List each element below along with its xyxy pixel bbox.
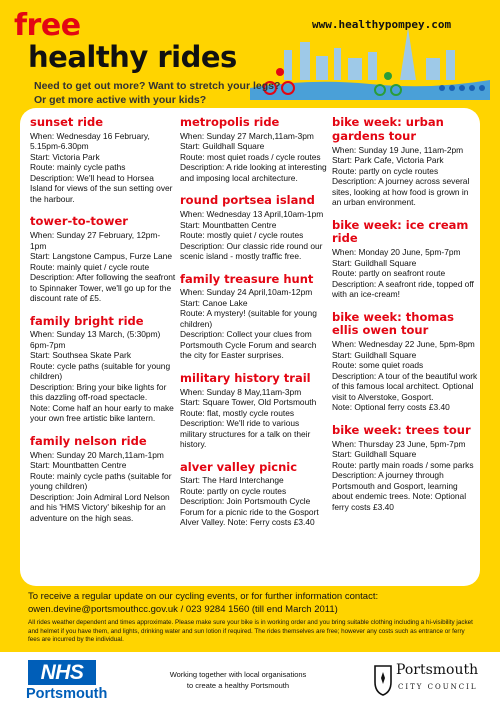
event-detail: Start: Guildhall Square [332, 257, 417, 268]
event-card [30, 435, 176, 523]
event-detail: Start: Victoria Park [30, 151, 100, 162]
event-detail: Description: A ride looking at interesting and imposing local architecture. [180, 162, 327, 183]
event-card [332, 424, 478, 512]
intro-line: Or get more active with your kids? [34, 93, 207, 106]
event-detail: Start: Langstone Campus, Furze Lane [30, 251, 172, 262]
event-detail: When: Wednesday 16 February, 5.15pm-6.30pm [30, 130, 150, 152]
event-detail: Start: Mountbatten Centre [180, 219, 277, 230]
event-detail: Description: Join Portsmouth Cycle Forum for a picnic ride to the Gosport Alver Valley. Note: Ferry costs £3.40 [180, 496, 319, 528]
event-detail: When: Sunday 24 April,10am-12pm [180, 287, 313, 298]
event-title: tower-to-tower [30, 214, 128, 229]
event-detail: When: Wednesday 22 June, 5pm-8pm [332, 339, 475, 350]
event-detail: Start: Canoe Lake [180, 297, 248, 308]
partnership-line: Working together with local organisations [169, 670, 307, 679]
contact-line: To receive a regular update on our cycling events, or for further information contact: [28, 591, 379, 602]
event-title: bike week: urban gardens tour [332, 115, 444, 143]
partnership-text [148, 670, 328, 691]
event-title: bike week: thomas ellis owen tour [332, 309, 454, 338]
event-title: metropolis ride [180, 115, 280, 129]
disclaimer: All rides weather dependent and times approximate. Please make sure your bike is in working order and you bring suitable clothing including a hi-visibility jacket and helmet if you have them, and lights, drinking water and sun lotion if required. The rides themselves are free; however any costs such as entrance or ferry fees are incurred by the individual. [28, 619, 473, 643]
event-title: alver valley picnic [180, 459, 298, 474]
event-detail: Start: The Hard Interchange [180, 475, 284, 486]
partnership-line: to create a healthy Portsmouth [186, 680, 290, 690]
event-card [30, 215, 176, 303]
event-title: sunset ride [30, 115, 104, 129]
intro-text [34, 80, 334, 107]
intro-line: Need to get out more? Want to stretch your legs? [34, 80, 281, 92]
event-detail: Description: Bring your bike lights for this dazzling off-road spectacle. [30, 381, 167, 403]
council-name: Portsmouth [396, 662, 479, 678]
event-detail: Start: Mountbatten Centre [30, 460, 127, 471]
events-panel [20, 108, 480, 586]
event-detail: Description: A tour of the beautiful work of this famous local architect. Optional visit to Alverstoke, Gosport. [332, 370, 478, 402]
event-detail: Description: A journey through Portsmouth and Gosport, learning about endemic trees. Note: Optional ferry costs £3.40 [332, 470, 467, 512]
event-detail: Route: partly on cycle routes [332, 165, 439, 176]
event-detail: Route: mostly quiet / cycle routes [180, 230, 304, 241]
event-detail: When: Monday 20 June, 5pm-7pm [332, 247, 461, 258]
event-detail: When: Sunday 27 March,11am-3pm [180, 130, 314, 141]
event-card [180, 116, 328, 183]
event-detail: Route: most quiet roads / cycle routes [180, 151, 321, 162]
event-detail: Description: Collect your clues from Portsmouth Cycle Forum and search the city for Easter surprises. [180, 329, 317, 361]
event-detail: Description: We'll head to Horsea Island for views of the sun setting over the harbour. [30, 172, 173, 204]
event-title: family nelson ride [30, 433, 147, 448]
header [0, 0, 500, 115]
partner-logos-bar [0, 652, 500, 708]
event-title: family treasure hunt [180, 271, 314, 286]
event-card [180, 273, 328, 361]
event-detail: When: Sunday 27 February, 12pm-1pm [30, 230, 161, 251]
event-detail: Route: mainly cycle paths [30, 162, 126, 173]
event-detail: When: Sunday 20 March,11am-1pm [30, 449, 164, 460]
event-detail: Start: Square Tower, Old Portsmouth [180, 397, 317, 408]
contact-info [28, 591, 478, 617]
event-card [180, 194, 328, 261]
nhs-logo-sub: Portsmouth [26, 686, 108, 702]
nhs-logo: NHS [28, 660, 96, 685]
event-card [180, 372, 328, 450]
event-detail: Start: Park Cafe, Victoria Park [332, 155, 444, 166]
event-detail: Description: Our classic ride round our scenic island - mostly traffic free. [180, 240, 323, 262]
event-detail: Route: partly on seafront route [332, 268, 446, 279]
event-detail: Route: A mystery! (suitable for young children) [180, 308, 317, 329]
event-card [332, 116, 478, 208]
event-detail: Route: mainly quiet / cycle route [30, 261, 150, 272]
event-card [332, 311, 478, 413]
event-detail: Start: Guildhall Square [332, 449, 417, 460]
event-detail: Note: Come half an hour early to make your own free artistic bike lantern. [30, 402, 174, 424]
event-detail: When: Wednesday 13 April,10am-1pm [180, 209, 324, 220]
event-detail: Description: After following the seafront to Spinnaker Tower, we'll go up for the discount rate of £5. [30, 272, 176, 304]
contact-email[interactable]: owen.devine@portsmouthcc.gov.uk / 023 9284 1560 (till end March 2011) [28, 603, 338, 615]
event-title: family bright ride [30, 313, 144, 328]
event-detail: Start: Southsea Skate Park [30, 350, 132, 361]
event-detail: When: Thursday 23 June, 5pm-7pm [332, 438, 466, 449]
council-sub: CITY COUNCIL [398, 683, 478, 691]
event-detail: When: Sunday 19 June, 11am-2pm [332, 144, 464, 155]
event-detail: Route: cycle paths (suitable for young children) [30, 360, 171, 382]
event-detail: Route: flat, mostly cycle routes [180, 407, 295, 418]
event-detail: Route: partly main roads / some parks [332, 459, 474, 470]
event-title: bike week: ice cream ride [332, 217, 469, 246]
events-column-3 [332, 116, 478, 523]
event-title: military history trail [180, 370, 311, 385]
event-detail: Start: Guildhall Square [180, 141, 265, 152]
event-card [30, 116, 176, 204]
website-url[interactable]: www.healthypompey.com [312, 18, 452, 31]
event-detail: When: Sunday 13 March, (5:30pm) 6pm-7pm [30, 329, 161, 350]
event-card [30, 315, 176, 424]
event-detail: Start: Guildhall Square [332, 349, 417, 360]
event-title: round portsea island [180, 193, 315, 208]
event-detail: Route: some quiet roads [332, 360, 424, 371]
event-card [180, 461, 328, 528]
event-detail: When: Sunday 8 May,11am-3pm [180, 386, 302, 397]
page-title: healthy rides [28, 40, 237, 74]
events-column-1 [30, 116, 176, 534]
council-crest-icon [373, 662, 393, 696]
event-title: bike week: trees tour [332, 422, 471, 437]
events-column-2 [180, 116, 328, 539]
event-detail: Note: Optional ferry costs £3.40 [332, 402, 450, 413]
event-detail: Description: We'll ride to various military structures for a talk on their history. [180, 418, 311, 450]
event-detail: Description: A journey across several sites, looking at how food is grown in an urban environment. [332, 176, 470, 208]
event-detail: Route: mainly cycle paths (suitable for young children) [30, 470, 172, 492]
event-detail: Route: partly on cycle routes [180, 485, 287, 496]
event-detail: Description: A seafront ride, topped off with an ice-cream! [332, 278, 474, 300]
event-detail: Description: Join Admiral Lord Nelson and his 'HMS Victory' bikeship for an adventure on the high seas. [30, 491, 170, 523]
title-free: free [14, 8, 81, 43]
event-card [332, 219, 478, 300]
